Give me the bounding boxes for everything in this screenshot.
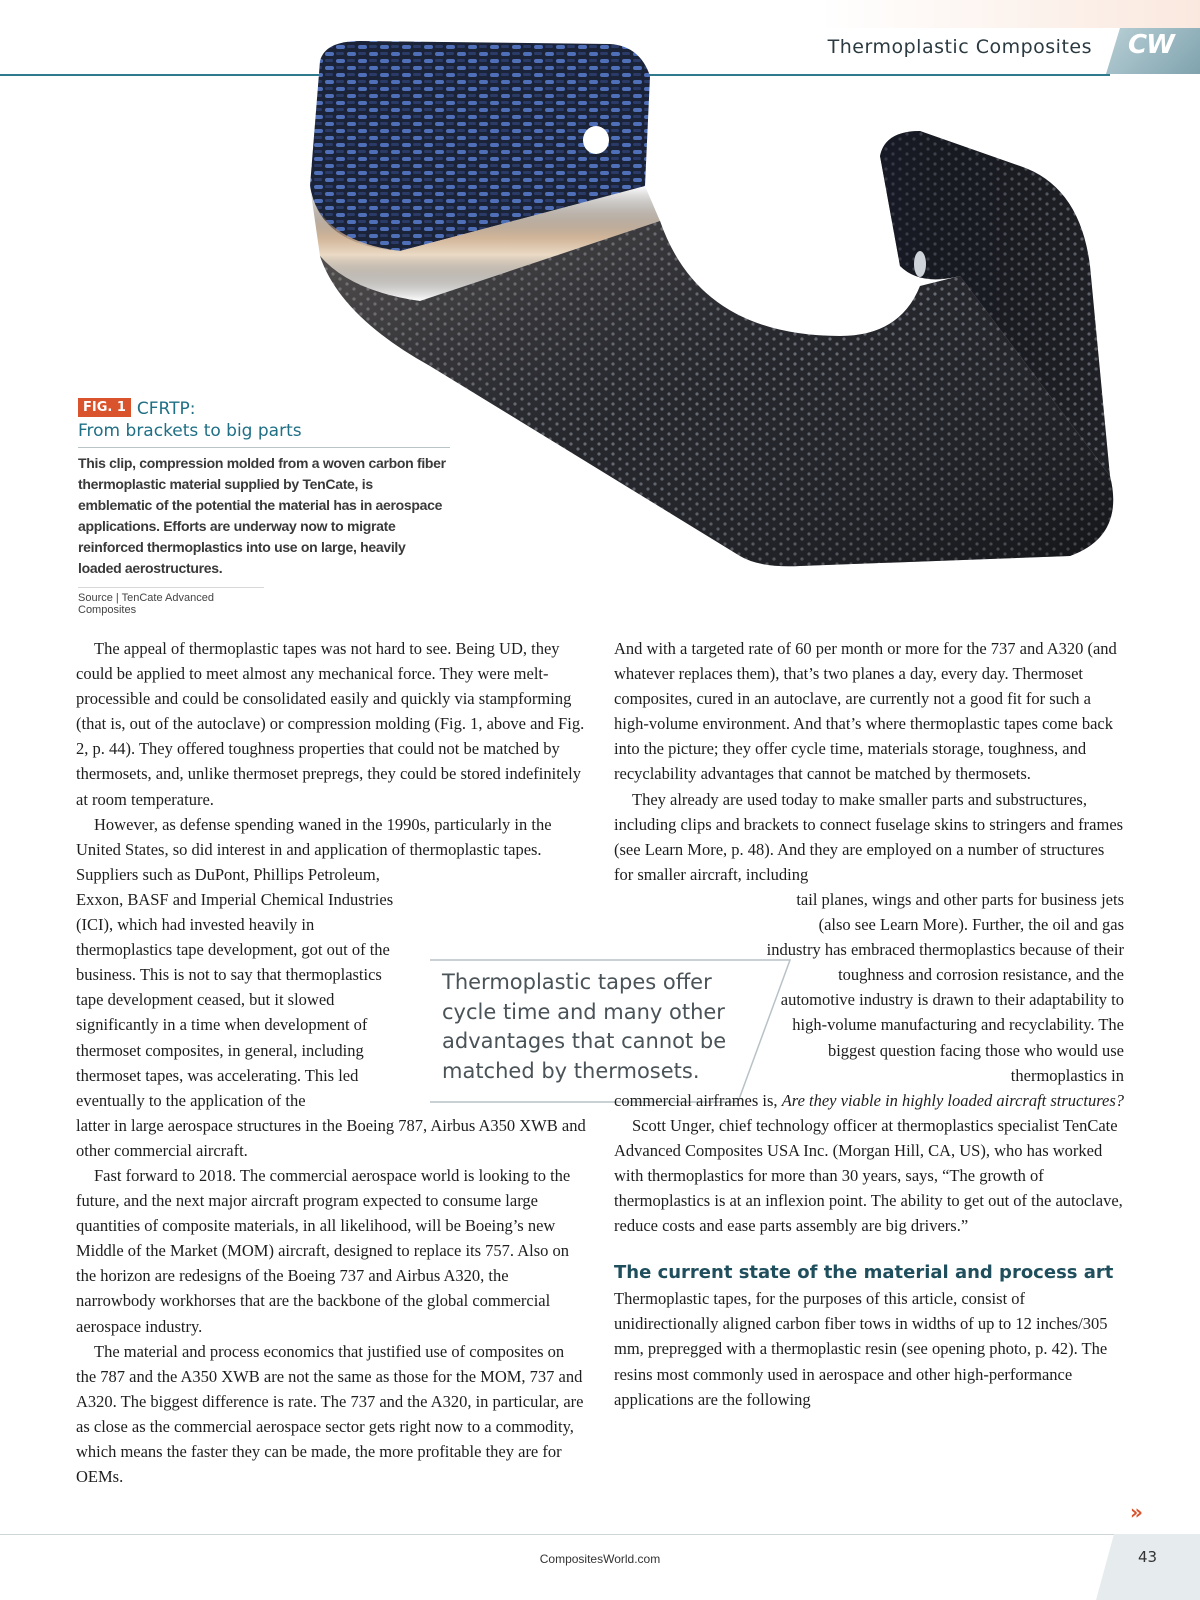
footer-corner-tab [1096,1534,1200,1600]
paragraph-continued [614,1088,1124,1113]
paragraph: Thermoplastic tapes, for the purposes of this article, consist of unidirectionally aligned carbon fiber tows in widths of up to 12 inches/305 mm, prepregged with a thermoplastic resin (see opening photo, p. 42). The resins most commonly used in aerospace and other high-performance applications are the following [614,1289,1108,1409]
page-number: 43 [1138,1548,1158,1566]
paragraph: The appeal of thermoplastic tapes was not hard to see. Being UD, they could be applied to meet almost any mechanical force. They were melt-processible and could be consolidated easily and quickly via stampforming (that is, out of the autoclave) or compression molding (Fig. 1, above and Fig. 2, p. 44). They offered toughness properties that could not be matched by thermosets, and, unlike thermoset prepregs, they could be stored indefinitely at room temperature. [76,639,585,809]
paragraph: Scott Unger, chief technology officer at thermoplastics specialist TenCate Advanced Composites USA Inc. (Morgan Hill, CA, US), who has worked with thermoplastics for more than 30 years, says, “The growth of thermoplastics is at an inflexion point. The ability to get out of the autoclave, reduce costs and ease parts assembly are big drivers.” [614,1115,1123,1236]
pull-quote: Thermoplastic tapes offer cycle time and many other advantages that cannot be matched by thermosets. [442,970,727,1083]
footer-website: CompositesWorld.com [539,1552,661,1566]
paragraph-wrap-around-quote: Exxon, BASF and Imperial Chemical Industries (ICI), which had invested heavily in thermoplastics tape development, got out of the business. This is not to say that thermoplastics tape development ceased, but it slowed significantly in a time when development of thermoset composites, in general, including thermoset tapes, was accelerating. This led eventually to the application of the [76,889,394,1110]
caption-source: Source | TenCate Advanced Composites [78,587,264,616]
paragraph: However, as defense spending waned in the 1990s, particularly in the United States, so did interest in and application of thermoplastic tapes. Suppliers such as DuPont, Phillips Petroleum, [76,814,552,884]
figure-subtitle: From brackets to big parts [78,421,450,448]
paragraph: And with a targeted rate of 60 per month or more for the 737 and A320 (and whatever replaces them), that’s two planes a day, every day. Thermoset composites, cured in an autoclave, are currently not a good fit for such a high-volume environment. And that’s where thermoplastic tapes come back into the picture; they offer cycle time, materials storage, toughness, and recyclability advantages that cannot be matched by thermosets. [614,639,1117,784]
figure-title: CFRTP: [136,399,196,419]
paragraph-continued: latter in large aerospace structures in the Boeing 787, Airbus A350 XWB and other commercial aircraft. [76,1115,586,1160]
section-title: Thermoplastic Composites [827,36,1092,58]
paragraph-text: commercial airframes is, [614,1090,778,1110]
paragraph: Fast forward to 2018. The commercial aerospace world is looking to the future, and the next major aircraft program expected to consume large quantities of composite materials, in all likelihood, will be Boeing’s new Middle of the Market (MOM) aircraft, designed to replace its 757. Also on the horizon are redesigns of the Boeing 737 and Airbus A320, the narrowbody workhorses that are the backbone of the global commercial aerospace industry. [76,1165,571,1336]
figure-caption [78,398,450,616]
figure-badge: FIG. 1 [78,398,131,417]
paragraph-wrap-around-quote: tail planes, wings and other parts for business jets (also see Learn More). Further, the oil and gas industry has embraced thermoplastics because of their toughness and corrosion resistance, and the automotive industry is drawn to their adaptability to high-volume manufacturing and recyclability. The biggest question facing those who would use thermoplastics in [766,889,1124,1085]
caption-text: This clip, compression molded from a woven carbon fiber thermoplastic material supplied by TenCate, is emblematic of the potential the material has in aerospace applications. Efforts are underway now to migrate reinforced thermoplastics into use on large, heavily loaded aerostructures. [78,455,446,576]
header-decoration [820,0,1200,28]
footer-rule [0,1534,1114,1535]
cw-logo: CW [1128,30,1174,60]
paragraph: The material and process economics that justified use of composites on the 787 and the A350 XWB are not the same as those for the MOM, 737 and A320. The biggest difference is rate. The 737 and the A320, in particular, are as close as the commercial aerospace sector gets right now to a commodity, which means the faster they can be made, the more profitable they are for OEMs. [76,1341,584,1487]
emphasized-question: Are they viable in highly loaded aircraft structures? [781,1090,1124,1110]
article-column-right [614,636,1124,1412]
paragraph: They already are used today to make smaller parts and substructures, including clips and brackets to connect fuselage skins to stringers and frames (see Learn More, p. 48). And they are employed on a number of structures for smaller aircraft, including [614,789,1124,884]
continue-arrow-icon: » [1130,1500,1143,1524]
section-subhead: The current state of the material and process art [614,1262,1114,1284]
